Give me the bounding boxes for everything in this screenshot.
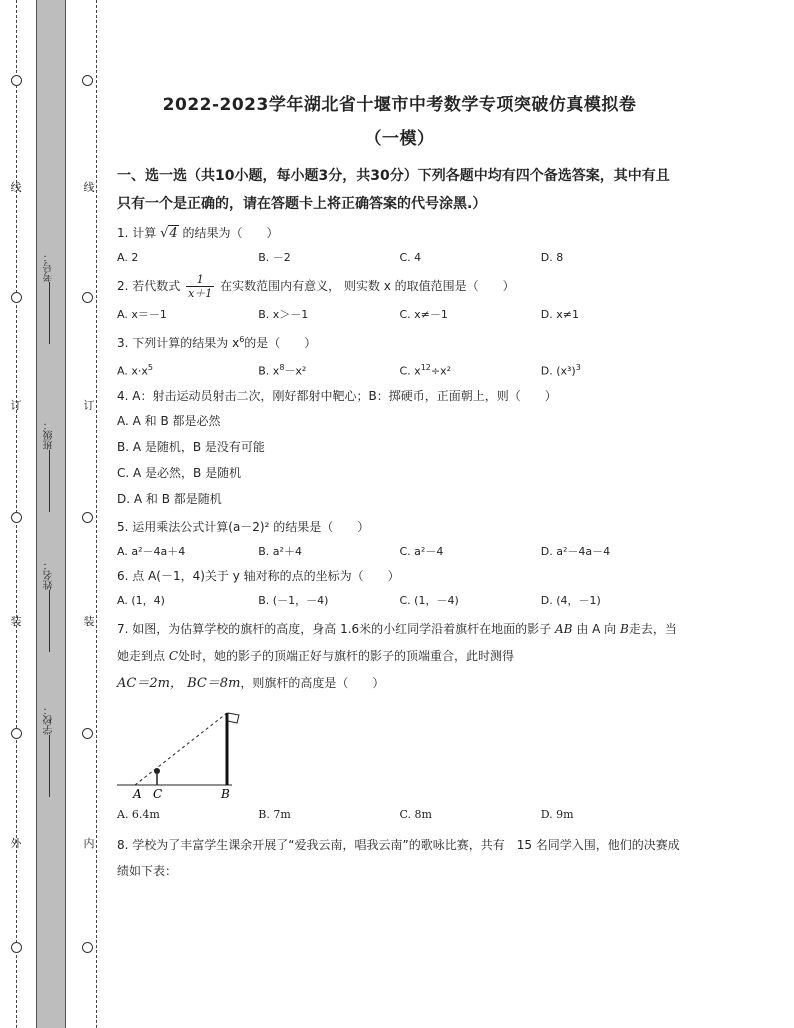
fraction-denominator: x＋1: [188, 287, 213, 300]
options-6: [117, 592, 682, 610]
school-line: [50, 735, 51, 797]
sun-ray-line: [135, 713, 227, 785]
question-8: 8. 学校为了丰富学生课余开展了“爱我云南，唱我云南”的歌咏比赛，共有 15 名同学入围，他们的决赛成绩如下表：: [117, 837, 680, 878]
question-4: 4. A：射击运动员射击二次，刚好都射中靶心；B：掷硬币，正面朝上，则（ ）: [117, 388, 557, 403]
math-measure: AC＝2m， BC＝8m: [117, 675, 241, 691]
exam-number-line: [50, 282, 51, 344]
margin-char: 订: [83, 399, 95, 412]
options-1: [117, 249, 682, 267]
option-c[interactable]: C. a²－4: [399, 544, 444, 558]
option-b[interactable]: [258, 359, 399, 381]
option-c[interactable]: C. 4: [399, 251, 422, 264]
binding-hole: [11, 728, 22, 739]
option-a[interactable]: A. a²－4a＋4: [117, 544, 186, 558]
question-text: 7. 如图，为估算学校的旗杆的高度，身高 1.6米的小红同学沿着旗杆在地面的影子: [117, 621, 552, 636]
class-field: [42, 420, 57, 516]
binding-hole: [11, 512, 22, 523]
question-5: 5. 运用乘法公式计算(a－2)² 的结果是（ ）: [117, 519, 370, 534]
school-field: [42, 705, 57, 801]
flag-icon: [228, 713, 239, 723]
exponent: 5: [147, 363, 153, 372]
option-base: B. x: [258, 364, 280, 378]
radicand: 4: [169, 226, 178, 241]
exponent: 8: [279, 363, 285, 372]
exam-number-label: 考号：: [44, 252, 55, 282]
option-b[interactable]: B. －2: [258, 251, 291, 264]
option-c[interactable]: C. (1，－4): [399, 593, 459, 607]
exponent: 3: [575, 363, 581, 372]
question-1: [117, 224, 682, 243]
question-text: 的结果为（ ）: [182, 226, 279, 240]
exam-content: [117, 88, 682, 884]
class-label: 班级：: [44, 420, 55, 450]
section-heading: 一、选一选（共10小题，每小题3分，共30分）下列各题中均有四个备选答案，其中有且只有一个是正确的，请在答题卡上将正确答案的代号涂黑.）: [117, 168, 670, 212]
flagpole-figure: [117, 705, 682, 804]
question-7: [117, 616, 682, 697]
option-d[interactable]: D. 9m: [540, 807, 574, 821]
label-point-a: A: [133, 786, 142, 800]
option-a[interactable]: A. x＝－1: [117, 308, 167, 321]
inner-dashed-line: [96, 0, 97, 1028]
question-text: ，则旗杆的高度是（ ）: [240, 675, 385, 690]
fraction-numerator: 1: [186, 273, 214, 287]
option-a[interactable]: [117, 359, 258, 381]
option-base: C. x: [399, 364, 421, 378]
math-segment: AB: [555, 621, 573, 636]
question-text: 在实数范围内有意义， 则实数 x 的取值范围是（ ）: [220, 279, 515, 293]
margin-char: 装: [10, 615, 22, 628]
margin-char: 内: [83, 837, 95, 850]
option-d[interactable]: D. (4，－1): [540, 593, 601, 607]
binding-hole: [82, 292, 93, 303]
name-field: [42, 560, 57, 656]
binding-hole: [11, 942, 22, 953]
option-c[interactable]: C. A 是必然，B 是随机: [117, 465, 242, 480]
question-text: 1. 计算: [117, 226, 157, 240]
option-base: D. (x³): [540, 364, 576, 378]
binding-hole: [82, 512, 93, 523]
option-a[interactable]: A. 6.4m: [117, 807, 160, 821]
option-d[interactable]: [541, 359, 682, 381]
question-text: 处时，她的影子的顶端正好与旗杆的影子的顶端重合，此时测得: [178, 648, 515, 663]
exam-subtitle: （一模）: [364, 129, 435, 149]
binding-hole: [11, 292, 22, 303]
shadow-diagram: [117, 705, 247, 800]
margin-char: 线: [83, 181, 95, 194]
option-d[interactable]: D. 8: [540, 251, 564, 264]
question-6: 6. 点 A(－1，4)关于 y 轴对称的点的坐标为（ ）: [117, 568, 400, 583]
options-5: [117, 543, 682, 561]
option-tail: ÷x²: [430, 364, 452, 378]
name-line: [50, 590, 51, 652]
fraction: [186, 273, 214, 300]
option-a[interactable]: A. (1，4): [117, 593, 165, 607]
question-text: 的是（ ）: [244, 336, 317, 350]
option-d[interactable]: D. a²－4a－4: [540, 544, 611, 558]
class-line: [50, 450, 51, 512]
exponent: 12: [420, 363, 431, 372]
options-3: [117, 359, 682, 381]
binding-hole: [82, 75, 93, 86]
option-d[interactable]: D. A 和 B 都是随机: [117, 491, 222, 506]
exam-title: 2022-2023学年湖北省十堰市中考数学专项突破仿真模拟卷: [162, 95, 637, 115]
margin-char: 装: [83, 615, 95, 628]
option-c[interactable]: C. x≠－1: [399, 308, 448, 321]
option-d[interactable]: D. x≠1: [540, 308, 579, 321]
label-point-b: B: [221, 786, 230, 800]
question-text: 3. 下列计算的结果为 x: [117, 336, 240, 350]
option-c[interactable]: C. 8m: [399, 807, 432, 821]
option-a[interactable]: A. 2: [117, 251, 139, 264]
person-head: [154, 768, 160, 774]
option-b[interactable]: B. (－1，－4): [258, 593, 329, 607]
binding-hole: [82, 728, 93, 739]
option-b[interactable]: B. x＞－1: [258, 308, 309, 321]
exponent: 6: [239, 335, 245, 344]
sqrt-expression: √4: [160, 226, 178, 241]
option-b[interactable]: B. A 是随机，B 是没有可能: [117, 439, 265, 454]
question-text: 走去，当她走到点: [117, 621, 677, 663]
name-label: 姓名：: [44, 560, 55, 590]
option-a[interactable]: A. A 和 B 都是必然: [117, 413, 221, 428]
binding-hole: [82, 942, 93, 953]
margin-char: 线: [10, 181, 22, 194]
question-2: [117, 273, 682, 300]
option-b[interactable]: B. a²＋4: [258, 544, 302, 558]
options-7: [117, 806, 682, 824]
options-2: [117, 306, 682, 324]
math-point: C: [168, 648, 179, 663]
math-point: B: [619, 621, 629, 636]
label-point-c: C: [153, 786, 163, 800]
exam-number-field: [42, 252, 57, 348]
question-3: [117, 330, 682, 353]
question-text: 2. 若代数式: [117, 279, 181, 293]
option-b[interactable]: B. 7m: [258, 807, 291, 821]
margin-char: 外: [10, 837, 22, 850]
option-c[interactable]: [400, 359, 541, 381]
option-tail: －x²: [284, 364, 307, 378]
option-base: A. x·x: [117, 364, 148, 378]
margin-char: 订: [10, 399, 22, 412]
question-text: 由 A 向: [576, 621, 617, 636]
school-label: 学校：: [44, 705, 55, 735]
binding-hole: [11, 75, 22, 86]
